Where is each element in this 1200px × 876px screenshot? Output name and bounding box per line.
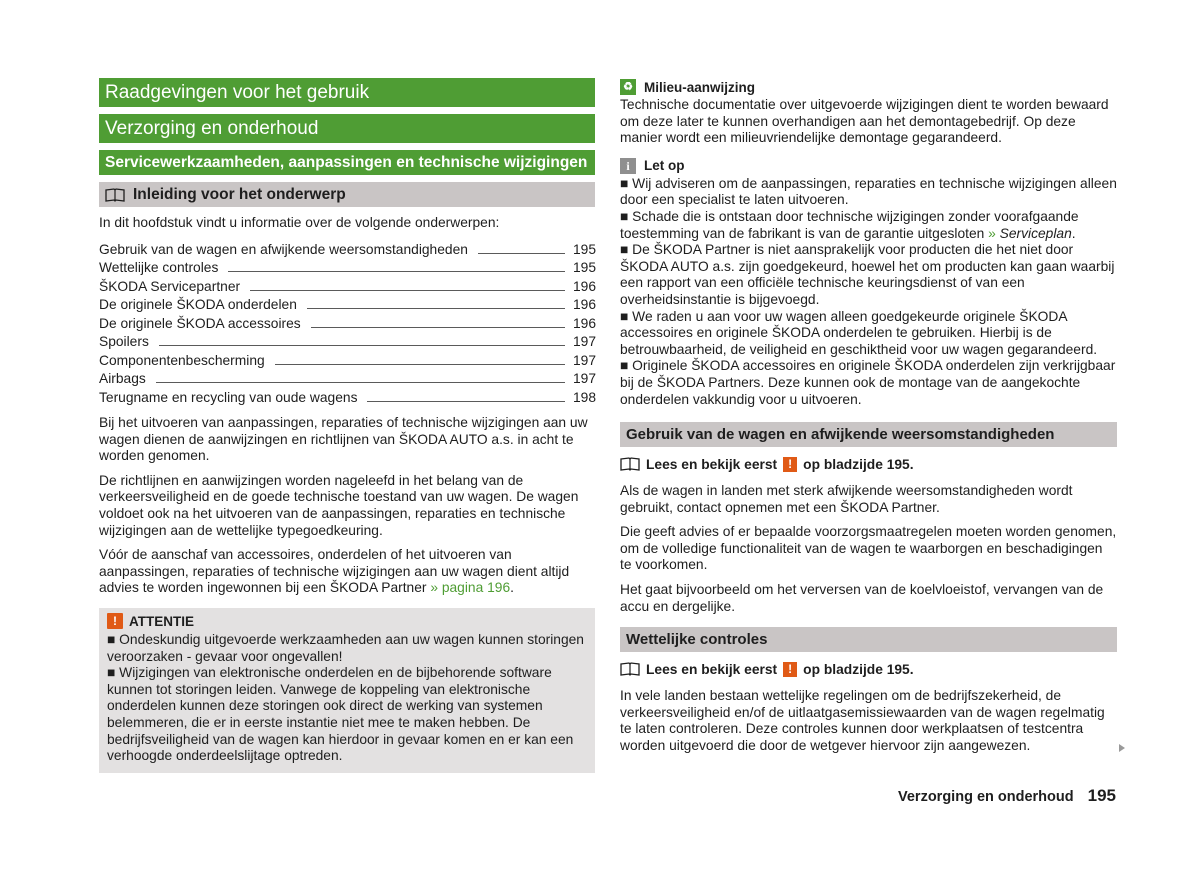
section-heading-weather: Gebruik van de wagen en afwijkende weersomstandigheden [620,422,1117,447]
intro-heading: Inleiding voor het onderwerp [133,186,346,203]
recycling-icon: ♻ [620,79,636,95]
toc-entry[interactable]: De originele ŠKODA onderdelen 196 [99,297,597,313]
section-heading: Verzorging en onderhoud [99,114,595,143]
table-of-contents [99,242,595,409]
read-first-reference: Lees en bekijk eerst ! op bladzijde 195. [620,660,1117,678]
page-footer [898,786,1116,806]
paragraph: Die geeft advies of er bepaalde voorzorgsmaatregelen moeten worden genomen, om de volledige functionaliteit van de wagen te waarborgen en beschadigingen te voorkomen. [620,524,1117,573]
attention-item: ■ Ondeskundig uitgevoerde werkzaamheden aan uw wagen kunnen storingen veroorzaken - gevaar voor ongevallen! [107,632,584,664]
environment-note-header [620,78,1117,96]
attention-header [107,612,589,630]
paragraph: De richtlijnen en aanwijzingen worden nageleefd in het belang van de verkeersveiligheid en de goede technische toestand van uw wagen. De wagen voldoet ook na het uitvoeren van de aanpassingen, reparaties en technische wijzigingen aan de wettelijke typegoedkeuring. [99,472,579,538]
intro-heading-bar [99,182,595,207]
info-note-header [620,157,1117,175]
toc-entry[interactable]: Componentenbescherming 197 [99,352,597,368]
book-icon [620,662,640,676]
book-icon [105,188,125,202]
info-item: ■ Originele ŠKODA accessoires en originele ŠKODA onderdelen zijn verkrijgbaar bij de ŠKODA Partners. Deze kunnen ook de montage van de aangekochte onderdelen vakkundig voor u uitvoeren. [620,358,1116,407]
attention-title: ATTENTIE [129,613,194,629]
toc-entry[interactable]: Airbags 197 [99,371,597,387]
toc-entry[interactable]: Spoilers 197 [99,334,597,350]
environment-note-title: Milieu-aanwijzing [644,79,756,95]
info-item: ■ De ŠKODA Partner is niet aansprakelijk voor producten die het niet door ŠKODA AUTO a.s. zijn goedgekeurd, hoewel het om producten kan gaan waarbij een rapport van een officiële technische keuringsdienst of van een overheidsinstantie is bijgevoegd. [620,242,1115,307]
intro-text: In dit hoofdstuk vindt u informatie over de volgende onderwerpen: [99,215,500,230]
toc-entry[interactable]: Terugname en recycling van oude wagens 198 [99,389,597,405]
paragraph: Het gaat bijvoorbeeld om het verversen van de koelvloeistof, vervangen van de accu en dergelijke. [620,582,1104,614]
info-note-body [620,176,1117,408]
environment-note-text: Technische documentatie over uitgevoerde wijzigingen dient te worden bewaard om deze later te kunnen overhandigen aan het demontagebedrijf. Op deze manier wordt een milieuvriendelijke demontage gegarandeerd. [620,97,1109,146]
paragraph: Als de wagen in landen met sterk afwijkende weersomstandigheden wordt gebruikt, contact opnemen met een ŠKODA Partner. [620,483,1073,515]
toc-entry[interactable]: Wettelijke controles 195 [99,260,597,276]
attention-box [99,608,595,773]
section-heading-controls: Wettelijke controles [620,627,1117,652]
chapter-heading: Raadgevingen voor het gebruik [99,78,595,107]
serviceplan-link[interactable]: » [988,225,996,241]
info-note-title: Let op [644,158,685,174]
toc-entry[interactable]: De originele ŠKODA accessoires 196 [99,315,597,331]
warning-icon: ! [107,613,123,629]
attention-item: ■ Wijzigingen van elektronische onderdelen en de bijbehorende software kunnen tot storingen leiden. Vanwege de koppeling van elektronische onderdelen kunnen deze storingen ook direct de werking van systemen belemmeren, die er in eerste instantie niet mee te maken hebben. De bedrijfsveiligheid van de wagen kan hierdoor in gevaar komen en er kan een verhoogde onderdeelslijtage optreden. [107,665,574,764]
warning-icon: ! [783,457,797,472]
page-number: 195 [1087,786,1116,805]
paragraph: Bij het uitvoeren van aanpassingen, reparaties of technische wijzigingen aan uw wagen dienen de aanwijzingen en richtlijnen van ŠKODA AUTO a.s. in acht te worden genomen. [99,415,588,464]
read-first-reference: Lees en bekijk eerst ! op bladzijde 195. [620,455,1117,473]
subsection-heading: Servicewerkzaamheden, aanpassingen en technische wijzigingen [99,150,595,175]
paragraph: In vele landen bestaan wettelijke regelingen om de bedrijfszekerheid, de verkeersveiligheid en/of de uitlaatgasemissiewaarden van de wagen regelmatig te laten controleren. Deze controles kunnen door werkplaatsen of testcentra worden uitgevoerd die door de wetgever hiervoor zijn aangewezen. [620,688,1105,754]
toc-entry[interactable]: ŠKODA Servicepartner 196 [99,278,597,294]
book-icon [620,457,640,471]
right-column [620,78,1117,763]
left-column [99,78,595,773]
info-item: ■ We raden u aan voor uw wagen alleen goedgekeurde originele ŠKODA accessoires en originele ŠKODA onderdelen te gebruiken. Hierbij is de betrouwbaarheid, de veiligheid en geschiktheid voor uw wagen gegarandeerd. [620,308,1098,357]
footer-chapter-title: Verzorging en onderhoud [898,789,1074,805]
continue-arrow-icon [1119,744,1125,752]
info-item: ■ Schade die is ontstaan door technische wijzigingen zonder voorafgaande toestemming van de fabrikant is van de garantie uitgesloten » Serviceplan. [620,208,1079,241]
paragraph: Vóór de aanschaf van accessoires, onderdelen of het uitvoeren van aanpassingen, reparaties of technische wijzigingen aan uw wagen dient altijd advies te worden ingewonnen bij een ŠKODA Partner » pagina 196. [99,547,570,596]
toc-entry[interactable]: Gebruik van de wagen en afwijkende weersomstandigheden 195 [99,241,597,257]
info-item: ■ Wij adviseren om de aanpassingen, reparaties en technische wijzigingen alleen door een specialist te laten uitvoeren. [620,175,1117,208]
page-link[interactable]: » pagina 196 [430,580,511,596]
info-icon: i [620,158,636,174]
warning-icon: ! [783,662,797,677]
